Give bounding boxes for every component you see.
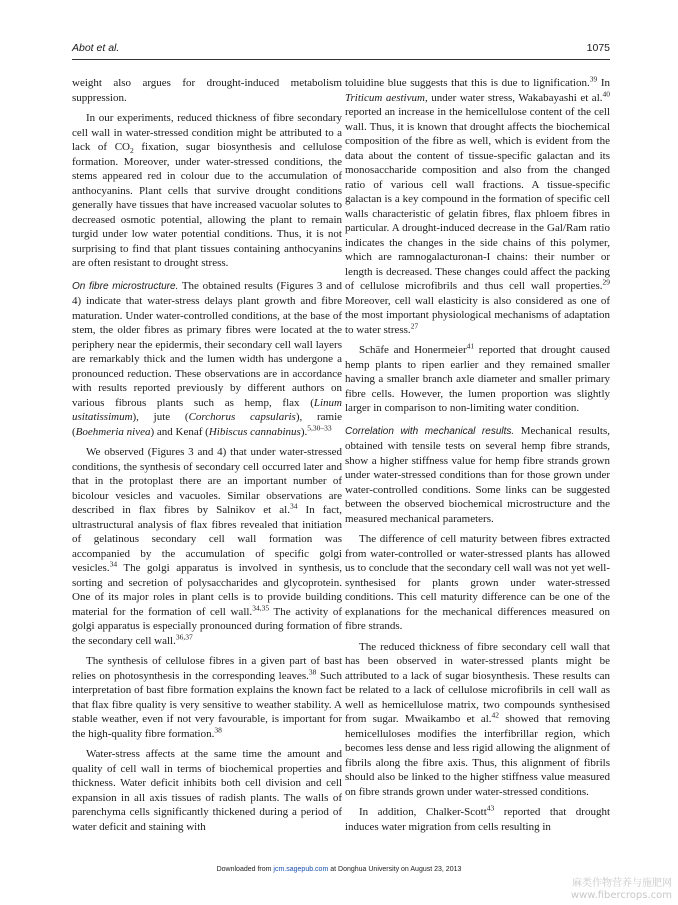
watermark: [571, 878, 672, 902]
paragraph: We observed (Figures 3 and 4) that under water-stressed conditions, the synthesis of secondary cell occurred later and that in the protoplast there are an important number of bicolour vesicles and vacuoles. Similar observations are described in flax fibres by Salnikov et al.$^{34}$ In fact, ultrastructural analysis of flax fibres revealed that initiation of gelatinous secondary cell wall formation was accompanied by the accumulation of specific golgi vesicles.$^{34}$ The golgi apparatus is involved in synthesis, sorting and secretion of polysaccharides and glycoprotein. One of its major roles in plant cells is to provide building material for the formation of cell wall.$^{34,35}$ The activity of golgi apparatus is especially pronounced during formation of the secondary cell wall.$^{36,37}$: [72, 446, 343, 647]
footer-link[interactable]: jcm.sagepub.com: [273, 866, 329, 873]
section-paragraph: On fibre microstructure. The obtained results (Figures 3 and 4) indicate that water-stress delays plant growth and fibre maturation. Under water-controlled conditions, at the base of stem, the older fibres as primary fibres were located at the periphery near the epidermis, their secondary cell wall layers are remarkably thick and the lumen width has undergone a pronounced reduction. These observations are in accordance with results reported previously by different authors on various fibrous plants such as hemp, flax (Linum usitatissimum), jute (Corchorus capsularis), ramie (Boehmeria nivea) and Kenaf (Hibiscus cannabinus).$^{5,30-33}$: [72, 279, 343, 438]
paragraph: The difference of cell maturity between fibres extracted from water-controlled or water-stressed plants has allowed us to conclude that the secondary cell wall was not yet well-synthesised for plants grown under water-stressed conditions. This cell maturity difference can be one of the explanations for the mechanical differences measured on fibre strands.: [345, 533, 610, 632]
download-footer: [0, 866, 678, 873]
paragraph: The synthesis of cellulose fibres in a given part of bast relies on photosynthesis in the corresponding leaves.$^{38}$ Such interpretation of bast fibre formation explains the known fact that flax fibre quality is very sensitive to weather stability. A stable weather, even if not very favourable, is important for the high-quality fibre formation.$^{38}$: [72, 655, 342, 740]
section-paragraph: Correlation with mechanical results. Mechanical results, obtained with tensile tests on several hemp fibre strands, show a higher stiffness value for hemp fibre strands grown under water-stressed conditions than for those grown under water-controlled conditions. Some links can be suggested between the observed biochemical microstructure and the measured mechanical parameters.: [345, 424, 610, 525]
paragraph: Water-stress affects at the same time the amount and quality of cell wall in terms of biochemical properties and thickness. Water deficit inhibits both cell division and cell expansion in all axis tissues of radish plants. The walls of parenchyma cells significantly thickened during a period of water deficit and staining with: [72, 748, 342, 833]
footer-prefix: Downloaded from: [216, 866, 274, 873]
page-number: 1075: [586, 42, 610, 54]
header-rule: [72, 59, 610, 60]
running-header-authors: Abot et al.: [72, 42, 120, 54]
paragraph: In addition, Chalker-Scott$^{43}$ reported that drought induces water migration from cells resulting in: [345, 803, 610, 833]
paragraph: The reduced thickness of fibre secondary cell wall that has been observed in water-stressed plants might be attributed to a lack of sugar biosynthesis. These results can be related to a lack of cellulose microfibrils in cell wall as well as hemicellulose matrix, two compounds synthesised from sugar. Mwaikambo et al.$^{42}$ showed that removing hemicelluloses modifies the interfibrillar region, which becomes less dense and less rigid allowing the alignment of fibrils along the fibre axis. Thus, this alignment of fibrils should also be linked to the higher stiffness value measured on fibre strands grown under water-stressed conditions.: [345, 640, 610, 798]
running-header: [72, 42, 610, 58]
section-heading: Correlation with mechanical results.: [345, 425, 515, 437]
paragraph: Schäfe and Honermeier$^{41}$ reported that drought caused hemp plants to ripen earlier and they remained smaller having a smaller branch axle diameter and smaller primary fibre cells. However, the lumen proportion was slightly larger in comparison to non-limiting water condition.: [345, 341, 611, 414]
watermark-line1: 麻类作物营养与施肥网: [572, 878, 672, 889]
footer-suffix: at Donghua University on August 23, 2013: [328, 866, 462, 873]
section-heading: On fibre microstructure.: [72, 280, 179, 292]
right-column: [345, 76, 610, 840]
paragraph: In our experiments, reduced thickness of fibre secondary cell wall in water-stressed condition might be attributed to a lack of $CO_2$ fixation, sugar biosynthesis and cellulose formation. Moreover, under water-stressed conditions, the stems appeared red in colour due to the accumulation of anthocyanins. Plant cells that survive drought conditions generally have tissues that have increased vacuolar solutes to decreased osmotic potential, allowing the plant to remain turgid under low water potential conditions. Thus, it is not surprising to find that plant tissues containing anthocyanins are often resistant to drought stress.: [72, 112, 342, 269]
left-column: [72, 76, 342, 840]
watermark-line2: www.fibercrops.com: [570, 890, 672, 901]
paragraph: weight also argues for drought-induced metabolism suppression.: [72, 77, 342, 104]
paragraph: toluidine blue suggests that this is due to lignification.$^{39}$ In Triticum aestivum, under water stress, Wakabayashi et al.$^{40}$ reported an increase in the hemicellulose content of the cell wall. Thus, it is known that drought affects the biochemical composition of the fibre as well, which is evident from the data about the content of tissue-specific galactan and its monosaccharide composition and also from the changed ratio of various cell wall fractions. A tissue-specific galactan is a key compound in the formation of specific cell walls characteristic of gelatin fibres, flax phloem fibres in particular. A drought-induced decrease in the Gal/Ram ratio indicates the changes in the side chains of this polymer, which are ramnogalacturonan-I chains: their number or length is decreased. These changes could affect the packing of cellulose microfibrils and thus cell wall properties.$^{29}$ Moreover, cell wall elasticity is also considered as one of the most important physiological mechanisms of adaptation to water stress.$^{27}$: [345, 74, 611, 336]
